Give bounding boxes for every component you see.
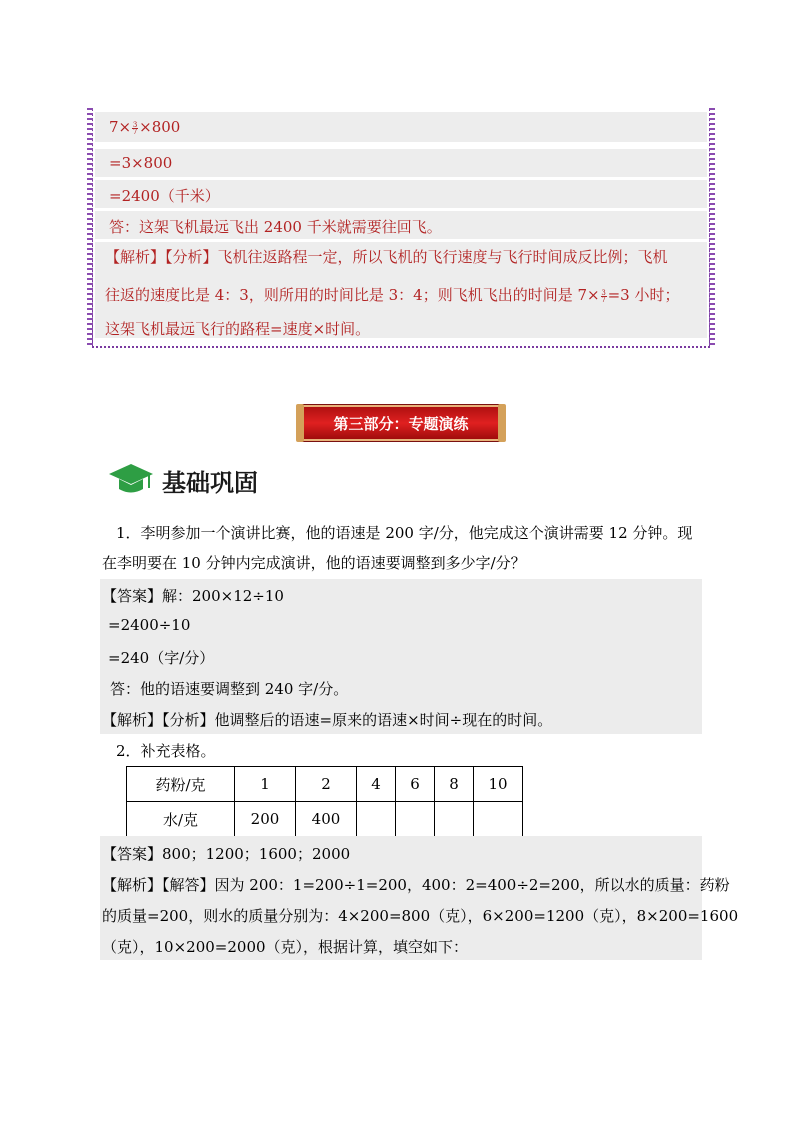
table-cell: 6 bbox=[396, 767, 435, 802]
table-cell: 水/克 bbox=[127, 802, 235, 837]
table-cell: 2 bbox=[296, 767, 357, 802]
calc-line-2: =3×800 bbox=[109, 154, 173, 172]
analysis-line-2: 往返的速度比是 4：3，则所用的时间比是 3：4；则飞机飞出的时间是 7× $\frac{3}{7}$ =3 小时； bbox=[105, 286, 680, 304]
shaded-row bbox=[95, 112, 707, 142]
table-cell bbox=[474, 802, 523, 837]
fraction: $\frac{3}{7}$ bbox=[132, 120, 138, 136]
table-cell: 1 bbox=[235, 767, 296, 802]
fraction: $\frac{3}{7}$ bbox=[601, 288, 606, 304]
table-cell bbox=[357, 802, 396, 837]
table-cell: 药粉/克 bbox=[127, 767, 235, 802]
shaded-row bbox=[95, 149, 707, 177]
q1-answer-line-4: 答：他的语速要调整到 240 字/分。 bbox=[110, 680, 349, 698]
table-cell: 400 bbox=[296, 802, 357, 837]
q1-stem-line-1: 1．李明参加一个演讲比赛，他的语速是 200 字/分，他完成这个演讲需要 12 分钟。现 bbox=[116, 524, 693, 542]
q2-answer: 【答案】800；1200；1600；2000 bbox=[102, 845, 351, 863]
answer-line: 答：这架飞机最远飞出 2400 千米就需要往回飞。 bbox=[109, 218, 442, 236]
table-row bbox=[127, 767, 523, 802]
table-row bbox=[127, 802, 523, 837]
q2-analysis-line-3: （克），10×200=2000（克），根据计算，填空如下： bbox=[102, 938, 469, 956]
table-cell: 200 bbox=[235, 802, 296, 837]
graduation-cap-icon bbox=[108, 461, 154, 497]
supplement-table bbox=[126, 766, 523, 837]
q1-answer-line-3: =240（字/分） bbox=[108, 649, 215, 667]
analysis-line-3: 这架飞机最远飞行的路程=速度×时间。 bbox=[105, 320, 371, 338]
table-cell: 4 bbox=[357, 767, 396, 802]
box-right-border bbox=[709, 108, 715, 346]
section-banner bbox=[301, 405, 501, 441]
table-cell bbox=[435, 802, 474, 837]
q2-analysis-line-2: 的质量=200，则水的质量分别为：4×200=800（克），6×200=1200（克），8×200=1600 bbox=[102, 907, 739, 925]
banner-right-cap bbox=[498, 404, 506, 442]
table-cell: 8 bbox=[435, 767, 474, 802]
q1-answer-line-2: =2400÷10 bbox=[108, 616, 191, 634]
box-left-border bbox=[87, 108, 93, 346]
solution-box bbox=[92, 108, 710, 348]
section-heading bbox=[108, 461, 258, 501]
calc-line-1: 7× $\frac{3}{7}$ ×800 bbox=[109, 118, 181, 136]
table-cell bbox=[396, 802, 435, 837]
table-cell: 10 bbox=[474, 767, 523, 802]
banner-text: 第三部分：专题演练 bbox=[333, 415, 469, 433]
q1-analysis: 【解析】【分析】他调整后的语速=原来的语速×时间÷现在的时间。 bbox=[102, 711, 553, 729]
q1-answer-line-1: 【答案】解：200×12÷10 bbox=[102, 587, 284, 605]
q1-stem-line-2: 在李明要在 10 分钟内完成演讲，他的语速要调整到多少字/分？ bbox=[102, 554, 526, 572]
section-title: 基础巩固 bbox=[162, 469, 258, 497]
q2-stem: 2．补充表格。 bbox=[116, 742, 216, 760]
analysis-line-1: 【解析】【分析】飞机往返路程一定，所以飞机的飞行速度与飞行时间成反比例；飞机 bbox=[105, 248, 668, 266]
q2-analysis-line-1: 【解析】【解答】因为 200：1=200÷1=200，400：2=400÷2=200，所以水的质量：药粉 bbox=[102, 876, 730, 894]
calc-line-3: =2400（千米） bbox=[109, 187, 220, 205]
